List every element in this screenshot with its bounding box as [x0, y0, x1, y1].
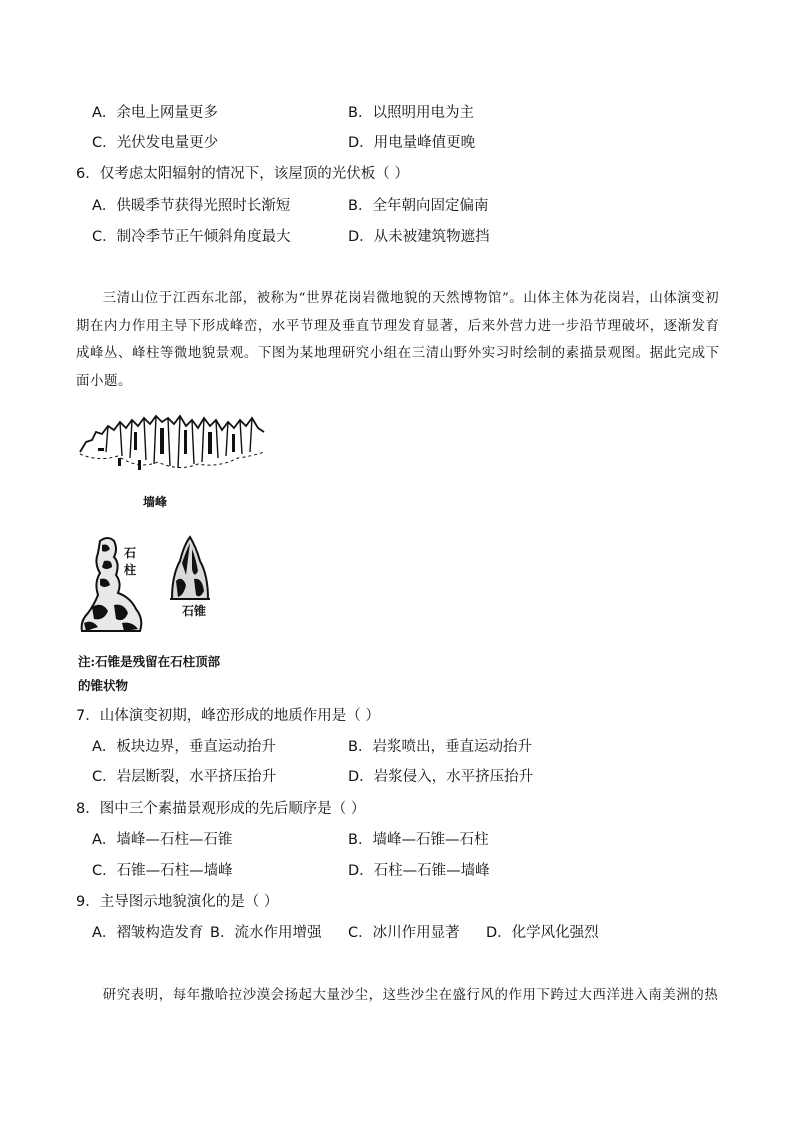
wall-peak-sketch — [78, 412, 268, 474]
q5-option-c: C．光伏发电量更少 — [92, 135, 219, 151]
stone-pillar-sketch — [78, 535, 148, 635]
q6-stem: 6．仅考虑太阳辐射的情况下，该屋顶的光伏板（ ） — [76, 166, 409, 182]
stone-pillar-label-2: 柱 — [124, 563, 137, 577]
q7-stem: 7．山体演变初期，峰峦形成的地质作用是（ ） — [76, 708, 380, 724]
q8-option-d: D．石柱—石锥—墙峰 — [348, 863, 490, 879]
stone-pillar-label-1: 石 — [124, 546, 137, 560]
sanqingshan-passage — [76, 285, 726, 395]
q6-option-a: A．供暖季节获得光照时长渐短 — [92, 198, 291, 214]
q7-option-a: A．板块边界，垂直运动抬升 — [92, 739, 276, 755]
q8-option-c: C．石锥—石柱—墙峰 — [92, 863, 233, 879]
q9-option-b: B．流水作用增强 — [210, 925, 322, 941]
q9-stem: 9．主导图示地貌演化的是（ ） — [76, 894, 279, 910]
q9-option-a: A．褶皱构造发育 — [92, 925, 204, 941]
q9-option-d: D．化学风化强烈 — [486, 925, 599, 941]
q7-option-b: B．岩浆喷出，垂直运动抬升 — [348, 739, 532, 755]
q9-option-c: C．冰川作用显著 — [348, 925, 460, 941]
next-passage-text: 研究表明，每年撒哈拉沙漠会扬起大量沙尘，这些沙尘在盛行风的作用下跨过大西洋进入南美洲的热 — [102, 988, 719, 1003]
q7-option-c: C．岩层断裂，水平挤压抬升 — [92, 769, 277, 785]
wall-peak-label: 墙峰 — [143, 495, 168, 509]
q6-option-c: C．制冷季节正午倾斜角度最大 — [92, 229, 291, 245]
passage-text: 三清山位于江西东北部，被称为“世界花岗岩微地貌的天然博物馆”。山体主体为花岗岩，山体演变初期在内力作用主导下形成峰峦，水平节理及垂直节理发育显著，后来外营力进一步沿节理破坏，逐渐发育成峰丛、峰柱等微地貌景观。下图为某地理研究小组在三清山野外实习时绘制的素描景观图。据此完成下面小题。 — [76, 291, 720, 389]
next-passage — [76, 985, 736, 1007]
figure-note-line2: 的锥状物 — [78, 678, 129, 693]
q5-option-d: D．用电量峰值更晚 — [348, 135, 476, 151]
q6-option-b: B．全年朝向固定偏南 — [348, 198, 489, 214]
q8-option-b: B．墙峰—石锥—石柱 — [348, 832, 489, 848]
q8-option-a: A．墙峰—石柱—石锥 — [92, 832, 233, 848]
q5-option-a: A．余电上网量更多 — [92, 105, 218, 121]
q7-option-d: D．岩浆侵入，水平挤压抬升 — [348, 769, 534, 785]
q8-stem: 8．图中三个素描景观形成的先后顺序是（ ） — [76, 801, 366, 817]
stone-cone-sketch — [166, 535, 214, 603]
q6-option-d: D．从未被建筑物遮挡 — [348, 229, 490, 245]
stone-cone-label: 石锥 — [182, 604, 207, 618]
q5-option-b: B．以照明用电为主 — [348, 105, 474, 121]
figure-note-line1: 注:石锥是残留在石柱顶部 — [78, 654, 221, 669]
